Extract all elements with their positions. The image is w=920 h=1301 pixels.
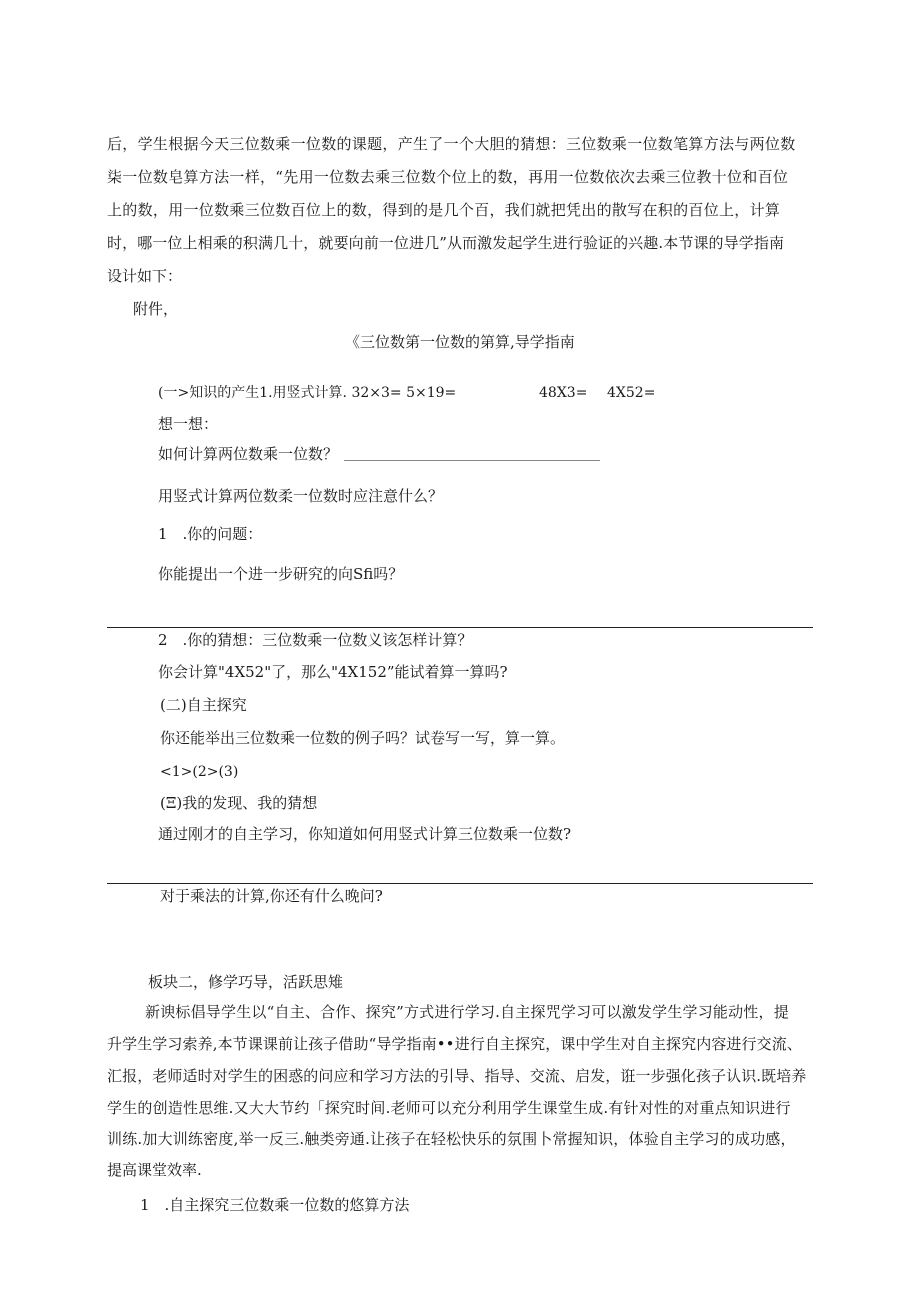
s1-heading: (一>知识的产生1.用竖式计算. 32×3= 5×19= [158, 385, 457, 401]
s1-expr-4x52: 4X52= [607, 385, 656, 401]
section2-line-4: 学生的创造性思维.又大大节约「探究时间.老师可以充分利用学生课堂生成.有针对性的对重点知识进行 [107, 1099, 791, 1117]
intro-line-4: 时，哪一位上相乘的积满几十，就要向前一位进几”从而激发起学生进行验证的兴趣.本节课的导学指南 [107, 234, 785, 252]
section2-line-1: 新谀标倡导学生以“自主、合作、探究”方式进行学习.自主探咒学习可以激发学生学习能动性，提 [145, 1003, 789, 1021]
intro-line-5: 设计如下： [107, 267, 183, 285]
s1-question-1: 如何计算两位数乘一位数？ [158, 445, 339, 463]
section2-item-1: 1 .自主探究三位数乘一位数的悠算方法 [140, 1196, 410, 1214]
s2-question: 你还能举出三位数乘一位数的例子吗？试卷写一写，算一算。 [160, 729, 566, 747]
s3-question: 通过刚才的自主学习，你知道如何用竖式计算三位数乘一位数? [158, 825, 572, 843]
answer-blank-line [344, 460, 600, 461]
s1-item-2-question: 你会计算"4X52"了，那么"4X152”能试着算一算吗? [158, 663, 508, 681]
section2-line-5: 训练.加大训练密度,举一反三.触类旁通.让孩子在轻松快乐的氛围卜常握知识，体验自主学习的成功感， [107, 1130, 796, 1148]
section2-line-3: 汇报，老师适时对学生的困惑的问应和学习方法的引导、指导、交流、启发，诳一步强化孩子认识.既培养 [107, 1067, 807, 1085]
guide-title: 《三位数第一位数的第算,导学指南 [345, 333, 575, 351]
intro-line-3: 上的数，用一位数乘三位数百位上的数，得到的是几个百，我们就把凭出的散写在积的百位上，计算 [107, 201, 781, 219]
s3-question-2: 对于乘法的计算,你还有什么晚问? [160, 887, 383, 905]
intro-line-2: 柒一位数皂算方法一样，“先用一位数去乘三位数个位上的数，再用一位数依次去乘三位教十位和百位 [107, 168, 789, 186]
section2-line-2: 升学生学习索养,本节课课前让孩子借助“导学指南••进行自主探究，课中学生对自主探究内容进行交流、 [107, 1035, 802, 1053]
s2-items: <1>(2>(3) [160, 764, 239, 780]
attachment-label: 附件， [133, 300, 179, 318]
divider-2 [107, 883, 813, 884]
section2-title: 板块二，修学巧导，活跃思雉 [148, 973, 344, 991]
s1-question-2: 用竖式计算两位数柔一位数时应注意什么？ [158, 487, 444, 505]
s1-think: 想一想： [158, 415, 219, 433]
s3-heading: (Ξ)我的发现、我的猜想 [160, 794, 318, 812]
s1-item-1: 1 .你的问题： [158, 525, 263, 543]
divider-1 [107, 627, 813, 628]
s1-item-2: 2 .你的猜想：三位数乘一位数义该怎样计算？ [158, 631, 473, 649]
s2-heading: (二)自主探究 [160, 696, 247, 714]
section2-line-6: 提高课堂效率. [107, 1161, 202, 1179]
s1-expr-48x3: 48X3= [539, 385, 588, 401]
s1-item-1-question: 你能提出一个进一步研究的向Sfi吗？ [158, 565, 404, 583]
intro-line-1: 后，学生根据今天三位数乘一位数的课题，产生了一个大胆的猜想：三位数乘一位数笔算方法与两位数 [107, 135, 796, 153]
